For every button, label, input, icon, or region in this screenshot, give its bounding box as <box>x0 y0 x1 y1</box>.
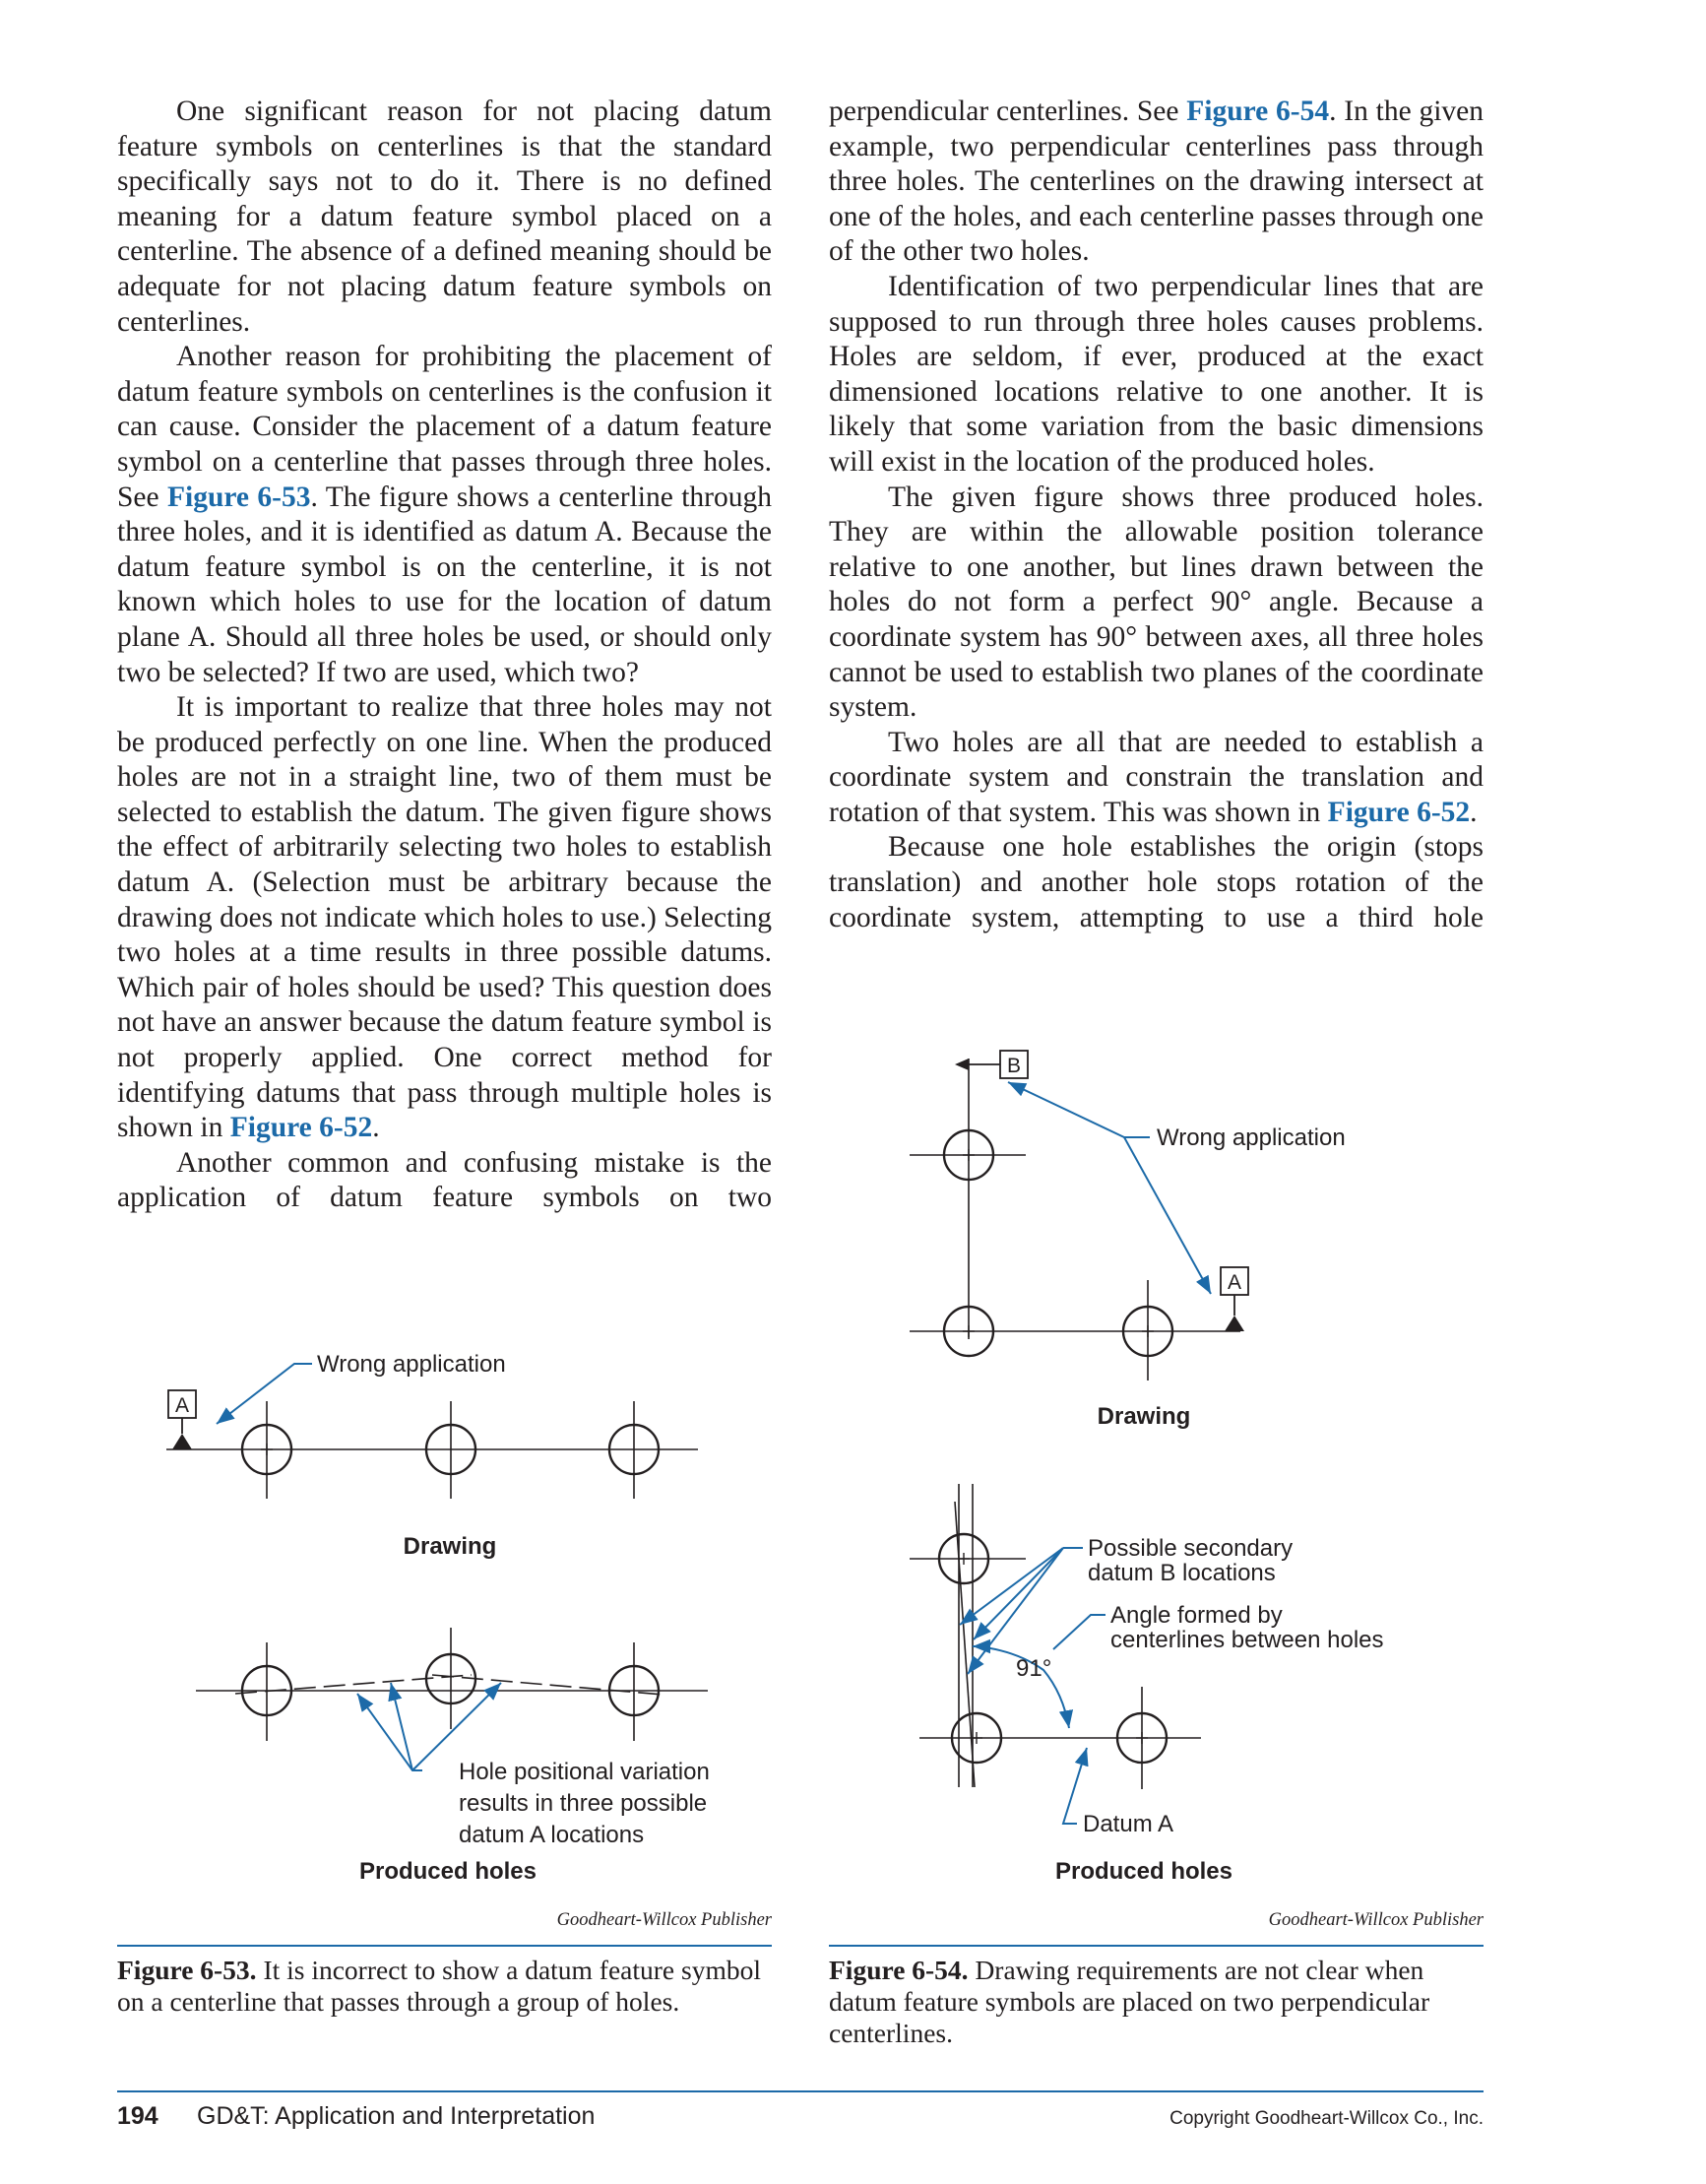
leader-arrow <box>217 1364 312 1424</box>
drawing-holes-group <box>910 1059 1240 1381</box>
drawing-label: Drawing <box>1097 1403 1191 1430</box>
angle-value: 91° <box>1016 1655 1052 1682</box>
variation-label: datum A locations <box>459 1822 645 1848</box>
paragraph: Another reason for prohibiting the placement of datum feature symbols on centerlines is the confusion it can cause. Consider the placement of a datum feature symbol on a centerline that passes through three holes. See Figure 6-53. The figure shows a centerline through three holes, and it is identified as datum A. Because the datum feature symbol is on the centerline, it is not known which holes to use for the location of datum plane A. Should all three holes be used, or should only two be selected? If two are used, which two? <box>117 341 772 688</box>
book-title: GD&T: Application and Interpretation <box>197 2102 596 2130</box>
datum-letter: A <box>174 1394 190 1417</box>
leader-arrow <box>391 1683 412 1770</box>
produced-holes-label: Produced holes <box>358 1858 537 1881</box>
secondary-datum-label: Possible secondary <box>1088 1535 1294 1562</box>
paragraph: One significant reason for not placing datum feature symbols on centerlines is that the standard specifically says not to do it. There is no defined meaning for a datum feature symbol placed on a centerline. The absence of a defined meaning should be adequate for not placing datum feature symbols on centerlines. <box>117 96 772 338</box>
copyright: Copyright Goodheart-Willcox Co., Inc. <box>1169 2108 1484 2129</box>
leader-arrow <box>1008 1082 1124 1137</box>
left-text-column <box>117 95 772 1216</box>
datum-triangle-icon <box>955 1059 969 1070</box>
drawing-label: Drawing <box>403 1533 497 1560</box>
leader-arrow <box>357 1694 422 1770</box>
secondary-datum-label: datum B locations <box>1088 1560 1276 1586</box>
angle-label: centerlines between holes <box>1110 1627 1384 1653</box>
figure-link[interactable]: Figure 6-52 <box>229 1112 373 1144</box>
paragraph: It is important to realize that three holes may not be produced perfectly on one line. When the produced holes are not in a straight line, two of them must be selected to establish the datum. The given figure shows the effect of arbitrarily selecting two holes to establish datum A. (Selection must be arbitrary because the drawing does not indicate which holes to use.) Selecting two holes at a time results in three possible datums. Which pair of holes should be used? This question does not have an answer because the datum feature symbol is not properly applied. One correct method for identifying datums that pass through multiple holes is shown in Figure 6-52. <box>117 691 772 1144</box>
produced-holes-label: Produced holes <box>1054 1858 1233 1881</box>
wrong-application-label: Wrong application <box>317 1351 506 1378</box>
figure-credit: Goodheart-Willcox Publisher <box>1268 1910 1484 1930</box>
leader-arrow <box>1124 1137 1211 1294</box>
figure-caption: Figure 6-54. Drawing requirements are not clear when datum feature symbols are placed on two perpendicular centerlines. <box>829 1955 1430 2048</box>
figure-6-54-drawing <box>829 1044 1484 1881</box>
paragraph: Because one hole establishes the origin (stops translation) and another hole stops rotation of the coordinate system, attempting to use a third hole <box>829 831 1484 933</box>
page-number: 194 <box>117 2102 158 2130</box>
datum-triangle-icon <box>1225 1316 1244 1331</box>
paragraph: Another common and confusing mistake is the application of datum feature symbols on two <box>117 1146 772 1214</box>
figure-6-53 <box>117 1329 772 1881</box>
datum-letter: A <box>1227 1271 1242 1294</box>
datum-triangle-icon <box>172 1434 192 1449</box>
angle-label: Angle formed by <box>1110 1602 1283 1629</box>
footer-rule <box>117 2090 1484 2092</box>
produced-holes-group <box>196 1628 708 1741</box>
variation-label: results in three possible <box>459 1790 708 1817</box>
figure-6-54 <box>829 1044 1484 1881</box>
possible-datum-line <box>432 1675 663 1695</box>
datum-letter: B <box>1006 1055 1022 1077</box>
figure-6-53-drawing <box>117 1329 772 1881</box>
caption-rule <box>829 1945 1484 1947</box>
caption-rule <box>117 1945 772 1947</box>
figure-link[interactable]: Figure 6-54 <box>1186 96 1330 127</box>
figure-link[interactable]: Figure 6-52 <box>1327 796 1471 828</box>
paragraph: perpendicular centerlines. See Figure 6-54. In the given example, two perpendicular centerlines pass through three holes. The centerlines on the drawing intersect at one of the holes, and each centerline passes through one of the other two holes. <box>829 96 1485 268</box>
datum-a-label: Datum A <box>1083 1811 1174 1837</box>
leader-arrow <box>412 1683 501 1770</box>
paragraph: The given figure shows three produced holes. They are within the allowable position tolerance relative to one another, but lines drawn between the holes do not form a perfect 90° angle. Because a coordinate system has 90° between axes, all three holes cannot be used to establish two planes of the coordinate system. <box>829 481 1484 724</box>
variation-label: Hole positional variation <box>459 1759 710 1785</box>
right-text-column <box>829 95 1484 935</box>
paragraph: Two holes are all that are needed to establish a coordinate system and constrain the translation and rotation of that system. This was shown in Figure 6-52. <box>829 726 1484 828</box>
figure-caption: Figure 6-53. It is incorrect to show a datum feature symbol on a centerline that passes through a group of holes. <box>117 1955 761 2017</box>
wrong-application-label: Wrong application <box>1157 1124 1346 1151</box>
figure-link[interactable]: Figure 6-53 <box>167 481 311 513</box>
figure-credit: Goodheart-Willcox Publisher <box>556 1910 772 1930</box>
paragraph: Identification of two perpendicular lines that are supposed to run through three holes causes problems. Holes are seldom, if ever, produced at the exact dimensioned locations relative to one another. It is likely that some variation from the basic dimensions will exist in the location of the produced holes. <box>829 270 1484 478</box>
